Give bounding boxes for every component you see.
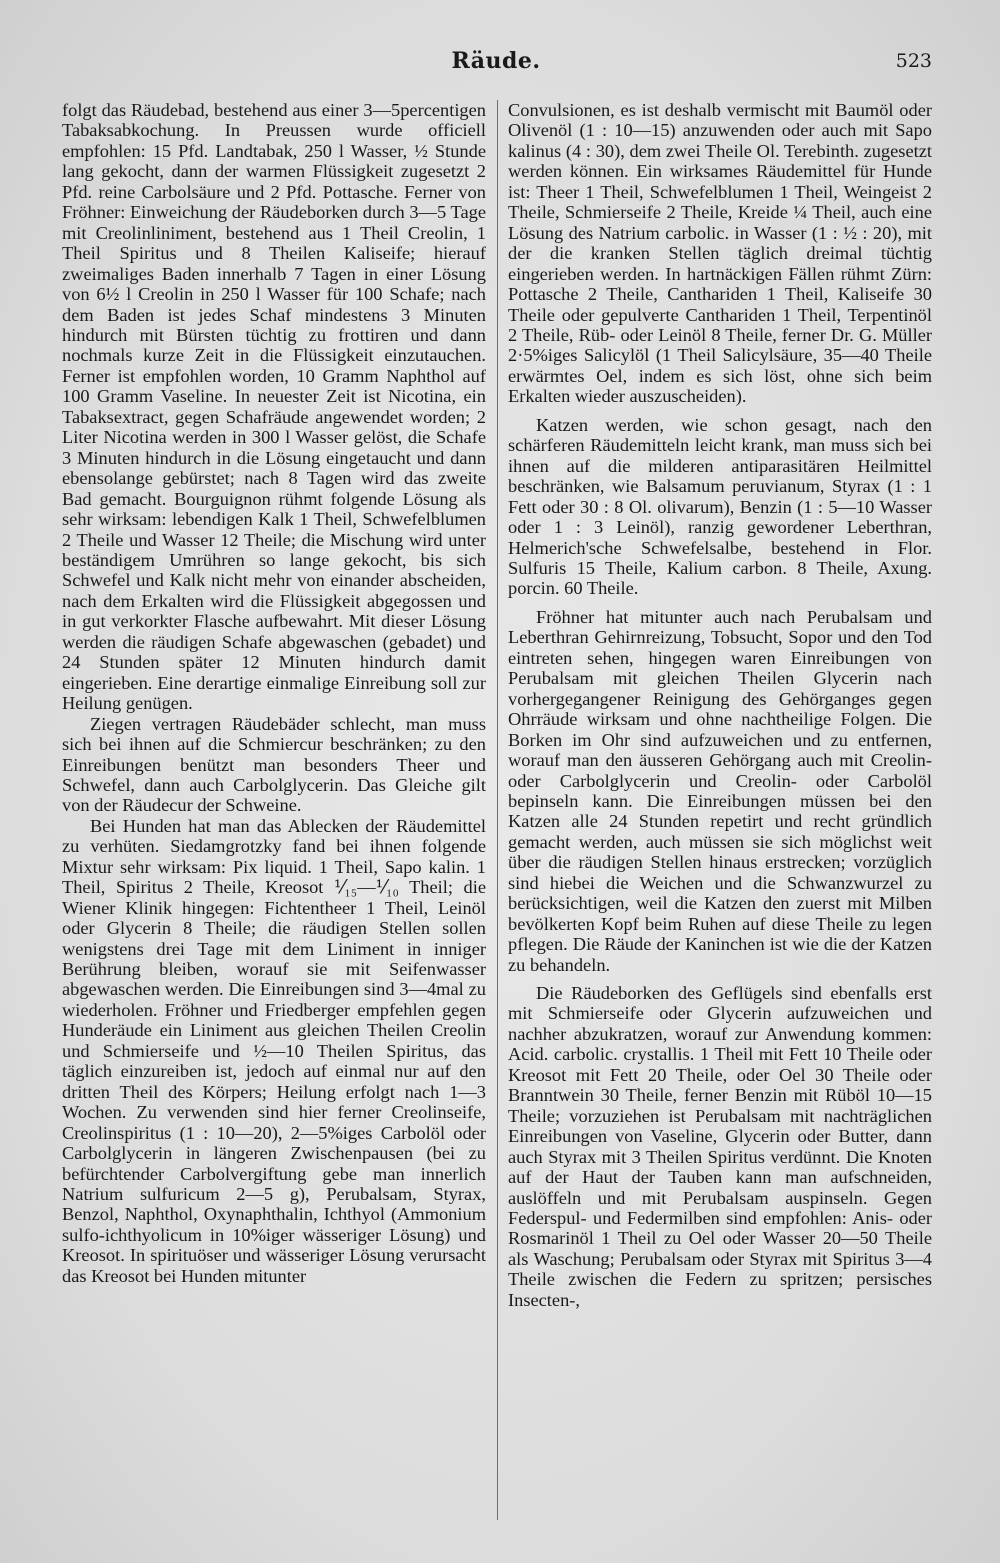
left-column bbox=[62, 100, 486, 1520]
running-title: Räude. bbox=[451, 48, 541, 74]
paragraph: Bei Hunden hat man das Ablecken der Räudemittel zu verhüten. Siedamgrotzky fand bei ihnen folgende Mixtur sehr wirksam: Pix liquid. 1 Theil, Sapo kalin. 1 Theil, Spiritus 2 Theile, Kreosot ⅟₁₅—⅟₁₀ Theil; die Wiener Klinik hingegen: Fichtentheer 1 Theil, Leinöl oder Glycerin 8 Theile; die räudigen Stellen sollen wenigstens drei Tage mit dem Liniment in inniger Berührung bleiben, worauf sie mit Seifenwasser abgewaschen werden. Die Einreibungen sind 3—4mal zu wiederholen. Fröhner und Friedberger empfehlen gegen Hunderäude ein Liniment aus gleichen Theilen Creolin und Schmierseife und ½—10 Theilen Spiritus, das täglich einzureiben ist, jedoch auf einmal nur auf den dritten Theil des Körpers; Heilung erfolgt nach 1—3 Wochen. Zu verwenden sind hier ferner Creolinseife, Creolinspiritus (1 : 10—20), 2—5%iges Carbolöl oder Carbolglycerin in längeren Zwischenpausen (bei zu befürchtender Carbolvergiftung gebe man innerlich Natrium sulfuricum 2—5 g), Perubalsam, Styrax, Benzol, Naphthol, Oxynaphthalin, Ichthyol (Ammonium sulfo-ichthyolicum in 10%iger wässeriger Lösung) und Kreosot. In spirituöser und wässeriger Lösung verursacht das Kreosot bei Hunden mitunter bbox=[62, 815, 486, 1286]
paragraph: Convulsionen, es ist deshalb vermischt mit Baumöl oder Olivenöl (1 : 10—15) anzuwenden oder auch mit Sapo kalinus (4 : 30), dem zwei Theile Ol. Terebinth. zugesetzt werden können. Ein wirksames Räudemittel für Hunde ist: Theer 1 Theil, Schwefelblumen 1 Theil, Weingeist 2 Theile, Schmierseife 2 Theile, Kreide ¼ Theil, auch eine Lösung des Natrium carbolic. in Wasser (1 : ½ : 20), mit der die kranken Stellen täglich dreimal tüchtig eingerieben werden. In hartnäckigen Fällen rühmt Zürn: Pottasche 2 Theile, Canthariden 1 Theil, Kaliseife 30 Theile oder gepulverte Canthariden 1 Theil, Terpentinöl 2 Theile, Rüb- oder Leinöl 8 Theile, ferner Dr. G. Müller 2·5%iges Salicylöl (1 Theil Salicylsäure, 35—40 Theile erwärmtes Oel, indem es sich löst, ohne sich beim Erkalten wieder auszuscheiden). bbox=[508, 100, 932, 407]
paragraph: Fröhner hat mitunter auch nach Perubalsam und Leberthran Gehirnreizung, Tobsucht, Sopor und den Tod eintreten sehen, hingegen waren Einreibungen von Perubalsam mit gleichen Theilen Glycerin nach vorhergegangener Reinigung des Gehörganges gegen Ohrräude wirksam und ohne nachtheilige Folgen. Die Borken im Ohr sind aufzuweichen und zu entfernen, worauf man den äusseren Gehörgang auch mit Creolin- oder Carbolglycerin und Creolin- oder Carbolöl bepinseln kann. Die Einreibungen müssen bei den Katzen alle 24 Stunden repetirt und recht gründlich gemacht werden, auch müssen sie sich möglichst weit über die räudigen Stellen hinaus erstrecken; vorzüglich sind hiebei die Weichen und die Schwanzwurzel zu berücksichtigen, weil die Katzen den zuerst mit Milben bevölkerten Kopf beim Ruhen auf diese Theile zu legen pflegen. Die Räude der Kaninchen ist wie die der Katzen zu behandeln. bbox=[508, 606, 932, 975]
paragraph: Die Räudeborken des Geflügels sind ebenfalls erst mit Schmierseife oder Glycerin aufzuweichen und nachher abzukratzen, worauf zur Anwendung kommen: Acid. carbolic. crystallis. 1 Theil mit Fett 10 Theile oder Kreosot mit Fett 20 Theile, oder Oel 30 Theile oder Branntwein 30 Theile, ferner Benzin mit Rüböl 10—15 Theile; vorzuziehen ist Perubalsam mit nachträglichen Einreibungen von Vaseline, Glycerin oder Butter, dann auch Styrax mit 3 Theilen Spiritus verdünnt. Die Knoten auf der Haut der Tauben kann man aufschneiden, auslöffeln und mit Perubalsam auspinseln. Gegen Federspul- und Federmilben sind empfohlen: Anis- oder Rosmarinöl 1 Theil zu Oel oder Wasser 20—50 Theile als Waschung; Perubalsam oder Styrax mit Spiritus 3—4 Theile zwischen die Federn zu spritzen; persisches Insecten-, bbox=[508, 983, 932, 1310]
paragraph: folgt das Räudebad, bestehend aus einer 3—5percentigen Tabaksabkochung. In Preussen wurde officiell empfohlen: 15 Pfd. Landtabak, 250 l Wasser, ½ Stunde lang gekocht, dann der warmen Flüssigkeit zugesetzt 2 Pfd. reine Carbolsäure und 2 Pfd. Pottasche. Ferner von Fröhner: Einweichung der Räudeborken durch 3—5 Tage mit Creolinliniment, bestehend aus 1 Theil Creolin, 1 Theil Spiritus und 8 Theilen Kaliseife; hierauf zweimaliges Baden innerhalb 7 Tagen in einer Lösung von 6½ l Creolin in 250 l Wasser für 100 Schafe; nach dem Baden ist jedes Schaf mindestens 3 Minuten hindurch mit Bürsten tüchtig zu frottiren und dann nochmals kurze Zeit in die Flüssigkeit einzutauchen. Ferner ist empfohlen worden, 10 Gramm Naphthol auf 100 Gramm Vaseline. In neuester Zeit ist Nicotina, ein Tabaksextract, gegen Schafräude angewendet worden; 2 Liter Nicotina werden in 300 l Wasser gelöst, die Schafe 3 Minuten hindurch in die Lösung eingetaucht und dann ebensolange gebürstet; nach 8 Tagen wird das zweite Bad gemacht. Bourguignon rühmt folgende Lösung als sehr wirksam: lebendigen Kalk 1 Theil, Schwefelblumen 2 Theile und Wasser 12 Theile; die Mischung wird unter beständigem Umrühren so lange gekocht, bis sich Schwefel und Kalk nicht mehr von einander abscheiden, nach dem Erkalten wird die Flüssigkeit abgegossen und in gut verkorkter Flasche aufbewahrt. Mit dieser Lösung werden die räudigen Schafe abgewaschen (gebadet) und 24 Stunden später 12 Minuten hindurch damit eingerieben. Eine derartige einmalige Einreibung soll zur Heilung genügen. bbox=[62, 100, 486, 714]
paragraph: Katzen werden, wie schon gesagt, nach den schärferen Räudemitteln leicht krank, man muss sich bei ihnen auf die milderen antiparasitären Heilmittel beschränken, wie Balsamum peruvianum, Styrax (1 : 1 Fett oder 30 : 8 Ol. olivarum), Benzin (1 : 5—10 Wasser oder 1 : 3 Leinöl), ranzig gewordener Leberthran, Helmerich'sche Schwefelsalbe, bestehend in Flor. Sulfuris 15 Theile, Kalium carbon. 8 Theile, Axung. porcin. 60 Theile. bbox=[508, 414, 932, 599]
right-column bbox=[508, 100, 932, 1520]
column-divider bbox=[497, 100, 498, 1520]
paragraph: Ziegen vertragen Räudebäder schlecht, man muss sich bei ihnen auf die Schmiercur beschränken; zu den Einreibungen benützt man besonders Theer und Schwefel, dann auch Carbolglycerin. Das Gleiche gilt von der Räudecur der Schweine. bbox=[62, 713, 486, 816]
page-header bbox=[60, 44, 932, 78]
text-columns bbox=[62, 100, 932, 1520]
page-number: 523 bbox=[895, 50, 932, 72]
